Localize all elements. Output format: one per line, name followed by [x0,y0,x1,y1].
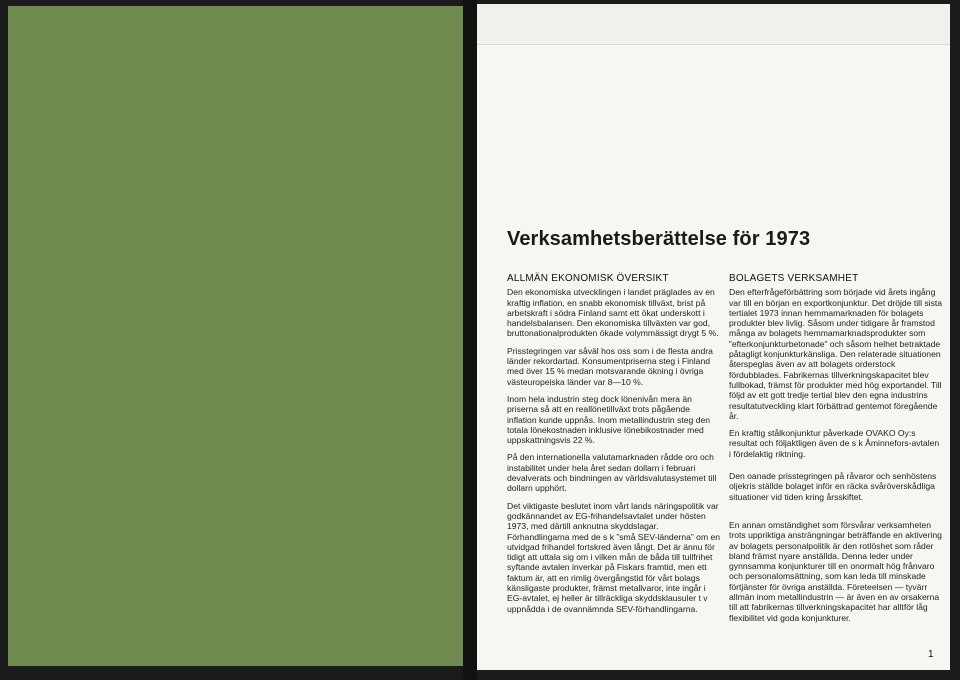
left-column [507,274,721,621]
paragraph: Den ekonomiska utvecklingen i landet präglades av en kraftig inflation, en snabb ekonomisk tillväxt, brist på arbetskraft i södra Finland samt ett ökat underskott i handelsbalansen. Den ekonomiska tillväxten var god, bruttonationalprodukten ökade volymmässigt drygt 5 %. [507,287,719,339]
paragraph: Det viktigaste beslutet inom vårt lands näringspolitik var godkännandet av EG-frihandelsavtalet under hösten 1973, med därtill anknutna skyddslagar. Förhandlingarna med de s k ”små SEV-länderna” om en utvidgad frihandel fortskred även långt. Det är ännu för tidigt att uttala sig om i vilken mån de båda till tullfrihet syftande avtalen inverkar på Fiskars framtid, men ett faktum är, att en rimlig övergångstid för vårt bolags känsligaste produkter, främst metallvaror, inte ingår i EG-avtalet, ej heller är tillräckliga skyddsklausuler t v uppnådda i de ovannämnda SEV-förhandlingarna. [507,500,721,614]
report-page [477,4,950,670]
paragraph: En annan omständighet som försvårar verksamheten trots uppriktiga ansträngningar beträffande en aktivering av bolagets personalpolitik är den rotlöshet som råder bland främst nyare anställda. Denna leder under gynnsamma konjunkturer till en onormalt hög frånvaro och personalomsättning, som kan leda till minskade förtjänster för övriga anställda. Företeelsen — tyvärr allmän inom metallindustrin — är även en av orsakerna till att fabrikernas tillverkningskapacitet har alltför låg flexibilitet vid goda konjunkturer. [729,519,942,623]
section-heading: BOLAGETS VERKSAMHET [729,273,859,284]
paragraph: Den oanade prisstegringen på råvaror och senhöstens oljekris ställde bolaget inför en räcka svåröverskådliga situationer vid tiden kring årsskiftet. [729,471,937,502]
section-heading: ALLMÄN EKONOMISK ÖVERSIKT [507,273,669,284]
book-spine [463,0,477,680]
green-cover-page [8,6,463,666]
page-title: Verksamhetsberättelse för 1973 [507,228,811,250]
paragraph: Den efterfrågeförbättring som började vid årets ingång var till en början en exportkonjunktur. Det dröjde till sista tertialet 1973 innan hemmamarknaden för bolagets produkter blev livlig. Såsom under tidigare år framstod många av bolagets hemmamarknadsprodukter som ”efterkonjunkturbetonade” och såsom helhet betraktade påtagligt konjunkturkänsliga. Den relaterade situationen återspeglas även av att bolagets orderstock fördubblades. Fabrikernas tillverkningskapacitet blev fullbokad, främst för produkter med hög exportandel. Till följd av ett gott tredje tertial blev den egna industrins resultatutveckling klart förbättrad gentemot föregående år. [729,287,943,421]
page-top-margin [477,4,950,45]
paragraph: På den internationella valutamarknaden rådde oro och instabilitet under hela året sedan dollarn i februari devalverats och bindningen av världsvalutasystemet till dollarn upphört. [507,452,717,494]
paragraph: En kraftig stålkonjunktur påverkade OVAKO Oy:s resultat och följaktligen även de s k Åminnefors-avtalen i fördelaktig riktning. [729,428,940,459]
page-number: 1 [928,649,934,660]
right-column [729,274,943,630]
paragraph: Prisstegringen var såväl hos oss som i de flesta andra länder rekordartad. Konsumentpriserna steg i Finland med över 15 % medan motsvarande ökning i övriga västeuropeiska länder var 8—10 %. [507,345,713,387]
paragraph: Inom hela industrin steg dock lönenivån mera än priserna så att en reallönetillväxt trots pågående inflation kunde uppnås. Inom metallindustrin steg den totala lönekostnaden inklusive lönebikostnader med uppskattningsvis 22 %. [507,393,711,446]
